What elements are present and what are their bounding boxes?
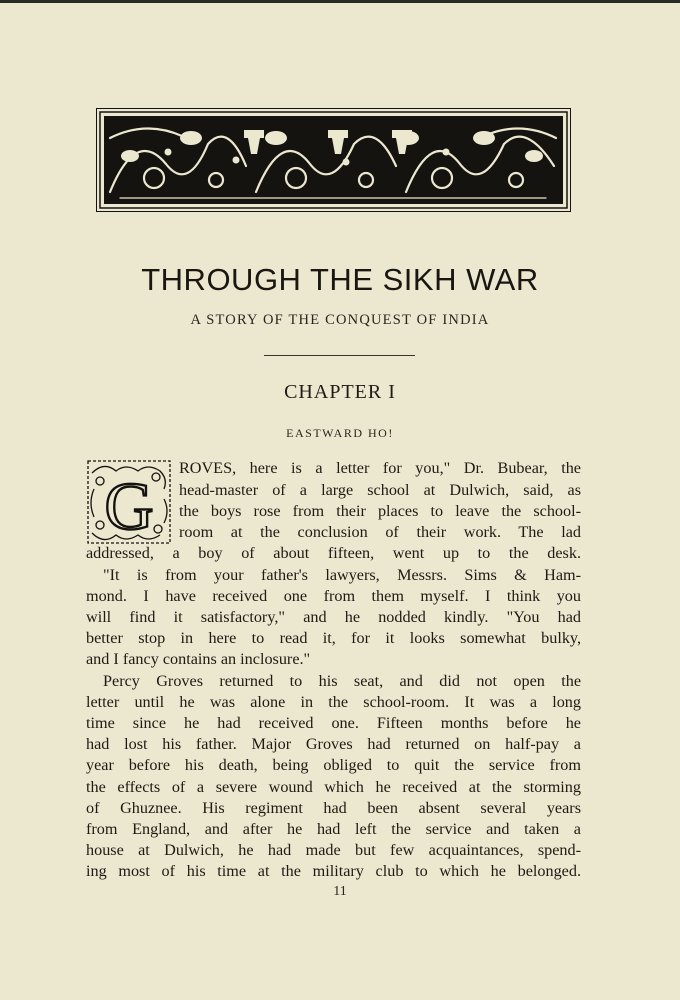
text-line: ROVES, here is a letter for you," Dr. Bubear, the	[179, 459, 581, 477]
text-line: head-master of a large school at Dulwich, said, as	[179, 481, 581, 499]
text-line: time since he had received one. Fifteen months before he	[86, 714, 581, 732]
page-number: 11	[333, 884, 347, 899]
decorated-initial-g	[86, 459, 172, 545]
book-title: THROUGH THE SIKH WAR	[141, 262, 539, 297]
text-line: had lost his father. Major Groves had returned on half-pay a	[86, 735, 581, 753]
text-line: the effects of a severe wound which he received at the storming	[86, 778, 581, 796]
text-line: mond. I have received one from them myself. I think you	[86, 587, 581, 605]
title-divider	[264, 355, 415, 356]
text-line: the boys rose from their places to leave the school-	[179, 502, 581, 520]
text-line: from England, and after he had left the service and taken a	[86, 820, 581, 838]
text-line: better stop in here to read it, for it looks somewhat bulky,	[86, 629, 581, 647]
text-line: will find it satisfactory," and he nodded kindly. "You had	[86, 608, 581, 626]
text-line: and I fancy contains an inclosure."	[86, 650, 311, 668]
text-line: of Ghuznee. His regiment had been absent several years	[86, 799, 581, 817]
text-line: letter until he was alone in the school-room. It was a long	[86, 693, 581, 711]
chapter-heading: CHAPTER I	[284, 381, 396, 403]
text-line: house at Dulwich, he had made but few acquaintances, spend-	[86, 841, 581, 859]
text-line: addressed, a boy of about fifteen, went up to the desk.	[86, 544, 581, 562]
text-line: year before his death, being obliged to quit the service from	[86, 756, 581, 774]
svg-text:G: G	[104, 468, 154, 544]
book-subtitle: A STORY OF THE CONQUEST OF INDIA	[190, 312, 490, 328]
ornamental-headpiece	[96, 108, 571, 212]
text-line: ing most of his time at the military club to which he belonged.	[86, 862, 581, 880]
text-line: "It is from your father's lawyers, Messrs. Sims & Ham-	[103, 566, 581, 584]
chapter-name: EASTWARD HO!	[286, 426, 394, 440]
page-top-edge	[0, 0, 680, 3]
text-line: room at the conclusion of their work. The lad	[179, 523, 581, 541]
text-line: Percy Groves returned to his seat, and did not open the	[103, 672, 581, 690]
